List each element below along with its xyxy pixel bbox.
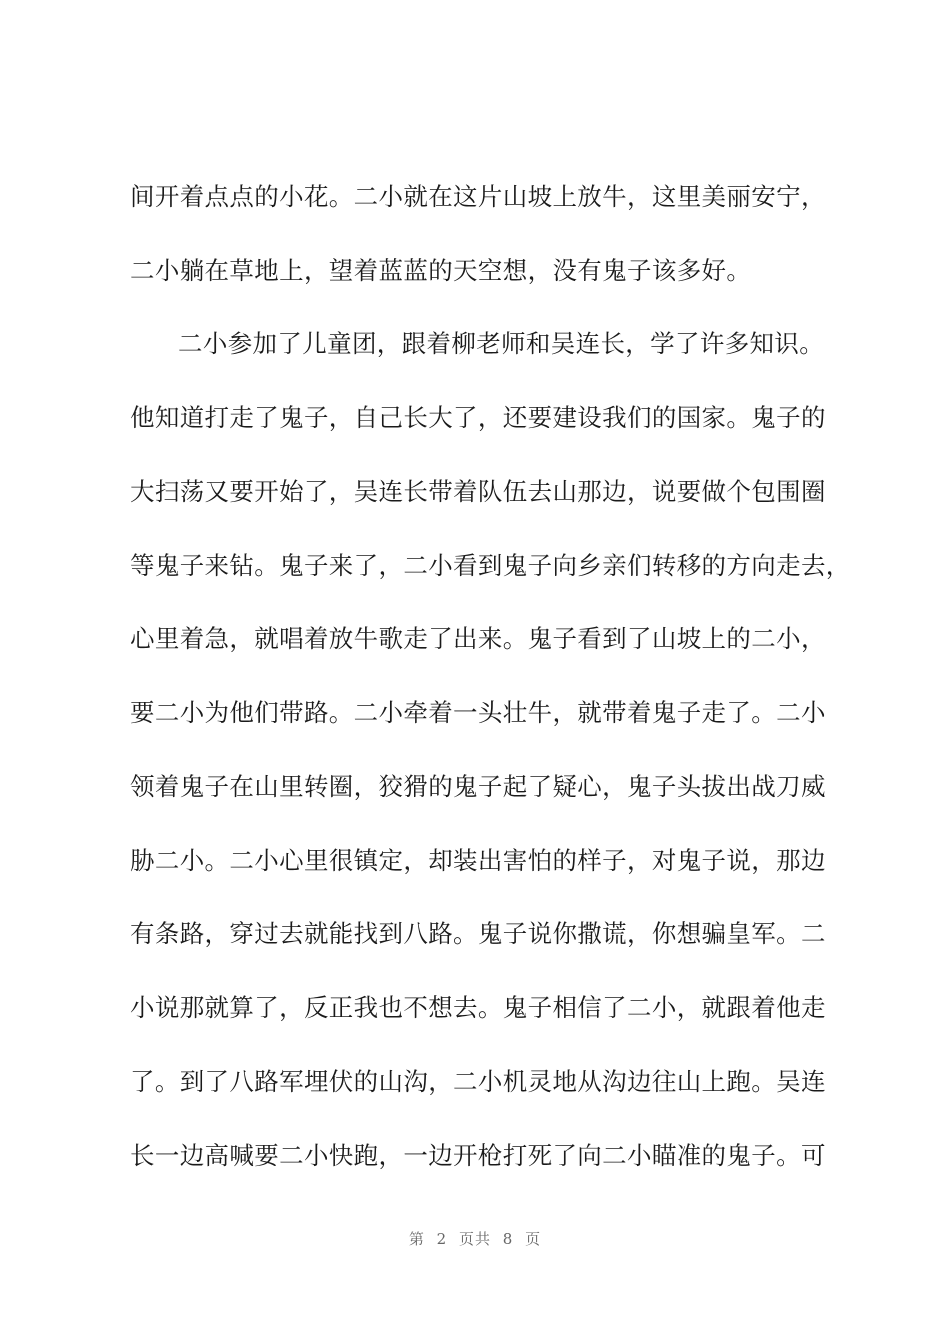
- text-line: 胁二小。二小心里很镇定，却装出害怕的样子，对鬼子说，那边: [130, 846, 826, 875]
- text-line: 他知道打走了鬼子，自己长大了，还要建设我们的国家。鬼子的: [130, 403, 826, 432]
- text-line: 领着鬼子在山里转圈，狡猾的鬼子起了疑心，鬼子头拔出战刀威: [130, 772, 826, 801]
- text-line: 二小躺在草地上，望着蓝蓝的天空想，没有鬼子该多好。: [130, 256, 752, 285]
- text-line: 间开着点点的小花。二小就在这片山坡上放牛，这里美丽安宁，: [130, 182, 826, 211]
- text-line: 有条路，穿过去就能找到八路。鬼子说你撒谎，你想骗皇军。二: [130, 919, 826, 948]
- text-line: 长一边高喊要二小快跑，一边开枪打死了向二小瞄准的鬼子。可: [130, 1141, 826, 1170]
- text-line: 了。到了八路军埋伏的山沟，二小机灵地从沟边往山上跑。吴连: [130, 1067, 826, 1096]
- text-line: 心里着急，就唱着放牛歌走了出来。鬼子看到了山坡上的二小，: [130, 624, 826, 653]
- text-line: 要二小为他们带路。二小牵着一头壮牛，就带着鬼子走了。二小: [130, 698, 826, 727]
- text-line: 大扫荡又要开始了，吴连长带着队伍去山那边，说要做个包围圈: [130, 477, 826, 506]
- paragraph-start-line: 二小参加了儿童团，跟着柳老师和吴连长，学了许多知识。: [178, 329, 825, 358]
- text-line: 小说那就算了，反正我也不想去。鬼子相信了二小，就跟着他走: [130, 993, 826, 1022]
- page-number-footer: 第 2 页共 8 页: [408, 1230, 542, 1248]
- text-line: 等鬼子来钻。鬼子来了，二小看到鬼子向乡亲们转移的方向走去，: [130, 551, 851, 580]
